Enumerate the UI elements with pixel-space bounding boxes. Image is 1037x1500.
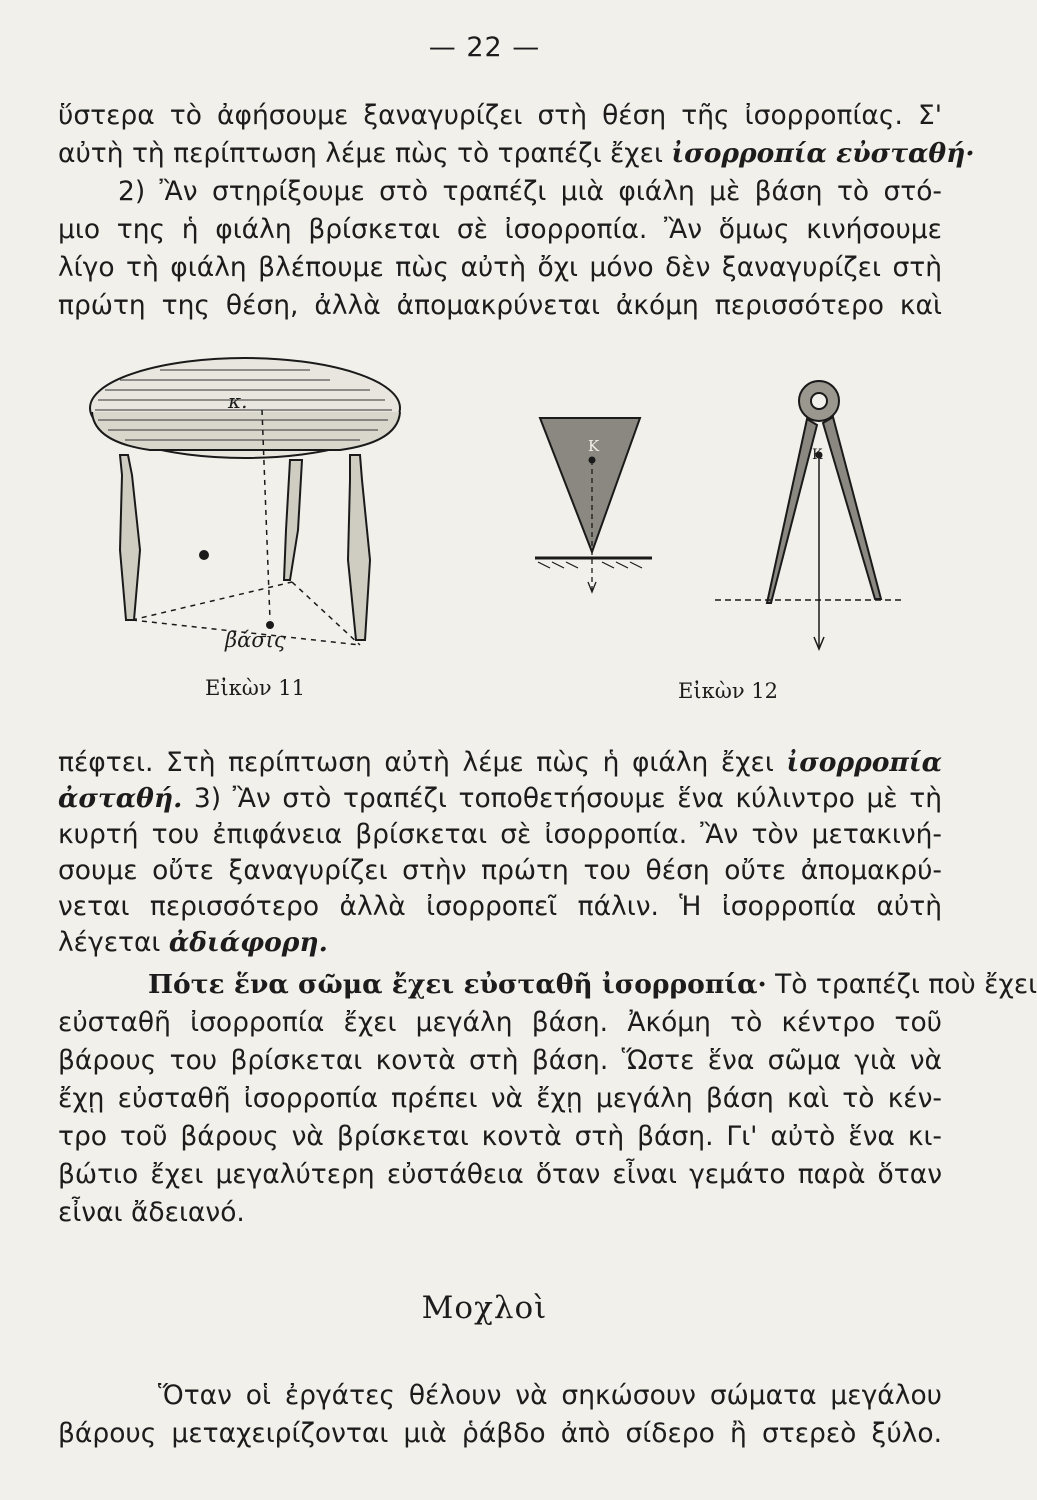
term-unstable-equilibrium-b: ἀσταθή. [58, 783, 183, 814]
text-line: λίγο τὴ φιάλη βλέπουμε πὼς αὐτὴ ὄχι μόνο δὲν ξαναγυρίζει στὴ [58, 252, 942, 283]
text-span: 3) Ἂν στὸ τραπέζι τοποθετήσουμε ἕνα κύλιντρο μὲ τὴ [182, 783, 942, 814]
text-line: μιο της ἡ φιάλη βρίσκεται σὲ ἰσορροπία. Ἂν ὅμως κινήσουμε [58, 214, 942, 245]
figure-11-table [80, 350, 420, 660]
figure-12-caption: Εἰκὼν 12 [678, 679, 778, 703]
label-base: βάσις [225, 628, 286, 652]
text-span: πέφτει. Στὴ περίπτωση αὐτὴ λέμε πὼς ἡ φιάλη ἔχει [58, 747, 774, 778]
text-line: εὐσταθῆ ἰσορροπία ἔχει μεγάλη βάση. Ἀκόμη τὸ κέντρο τοῦ [58, 1007, 942, 1038]
text-span: αὐτὴ τὴ περίπτωση λέμε πὼς τὸ τραπέζι ἔχει [58, 138, 663, 169]
text-line: τρο τοῦ βάρους νὰ βρίσκεται κοντὰ στὴ βάση. Γι' αὐτὸ ἕνα κι- [58, 1121, 942, 1152]
text-line [58, 925, 942, 963]
figure-12-cone [530, 400, 660, 600]
bold-lead-question: Πότε ἕνα σῶμα ἔχει εὐσταθῆ ἰσορροπία· [148, 969, 767, 1000]
text-line: νεται περισσότερο ἀλλὰ ἰσορροπεῖ πάλιν. Ἡ ἰσορροπία αὐτὴ [58, 891, 942, 922]
label-cone-k: Κ [588, 437, 600, 455]
text-line: κυρτή του ἐπιφάνεια βρίσκεται σὲ ἰσορροπία. Ἂν τὸν μετακινή- [58, 819, 942, 850]
text-line: πρώτη της θέση, ἀλλὰ ἀπομακρύνεται ἀκόμη περισσότερο καὶ [58, 290, 942, 321]
text-line [58, 967, 1037, 1005]
text-line [58, 745, 942, 783]
text-span: λέγεται [58, 927, 169, 958]
label-compass-k: Κ [812, 447, 823, 463]
text-line: βώτιο ἔχει μεγαλύτερη εὐστάθεια ὅταν εἶναι γεμάτο παρὰ ὅταν [58, 1159, 942, 1190]
term-neutral-equilibrium: ἀδιάφορη. [168, 927, 328, 958]
text-line [58, 781, 942, 819]
text-line: βάρους μεταχειρίζονται μιὰ ῥάβδο ἀπὸ σίδερο ἢ στερεὸ ξύλο. [58, 1418, 942, 1449]
text-line: ὕστερα τὸ ἀφήσουμε ξαναγυρίζει στὴ θέση τῆς ἰσορροπίας. Σ' [58, 100, 942, 131]
text-line: σουμε οὔτε ξαναγυρίζει στὴν πρώτη του θέση οὔτε ἀπομακρύ- [58, 855, 942, 886]
text-line [58, 136, 975, 174]
text-line: Ὅταν οἱ ἐργάτες θέλουν νὰ σηκώσουν σώματα μεγάλου [158, 1380, 942, 1411]
text-line: 2) Ἂν στηρίξουμε στὸ τραπέζι μιὰ φιάλη μὲ βάση τὸ στό- [118, 176, 942, 207]
section-heading-levers: Μοχλοὶ [421, 1290, 548, 1326]
figure-12-compass [705, 375, 945, 655]
text-span: Τὸ τραπέζι ποὺ ἔχει [766, 969, 1037, 1000]
figure-11-caption: Εἰκὼν 11 [205, 676, 305, 700]
label-center-of-gravity: κ. [228, 389, 248, 413]
term-unstable-equilibrium-a: ἰσορροπία [786, 747, 942, 778]
text-line: βάρους του βρίσκεται κοντὰ στὴ βάση. Ὥστε ἕνα σῶμα γιὰ νὰ [58, 1045, 942, 1076]
text-line: ἔχῃ εὐσταθῆ ἰσορροπία πρέπει νὰ ἔχῃ μεγάλη βάση καὶ τὸ κέν- [58, 1083, 942, 1114]
term-stable-equilibrium: ἰσορροπία εὐσταθή· [671, 138, 975, 169]
page-number: — 22 — [428, 32, 541, 63]
text-line: εἶναι ἄδειανό. [58, 1197, 245, 1228]
